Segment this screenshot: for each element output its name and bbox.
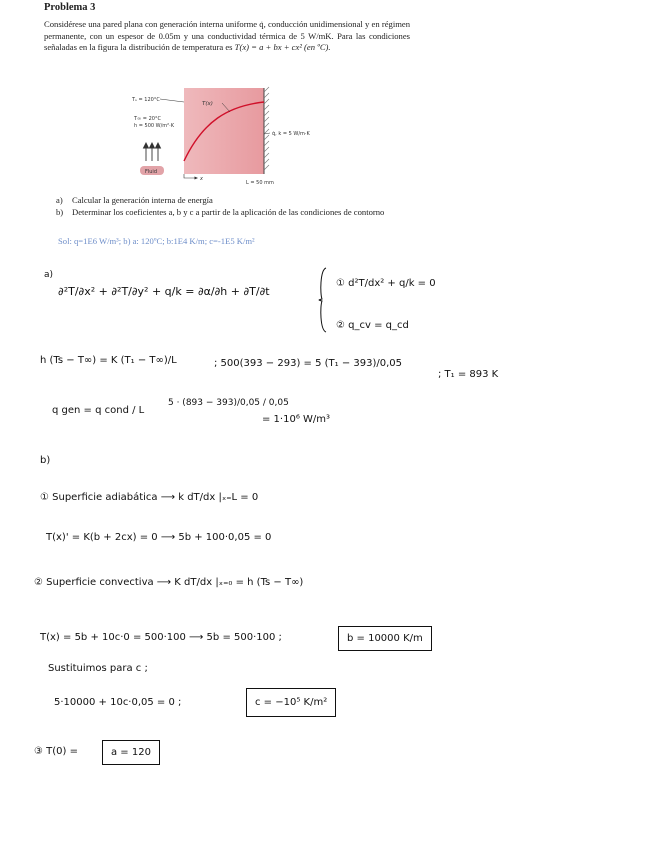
qgen-left: q gen = q cond / L <box>52 405 145 416</box>
statement-text: Considérese una pared plana con generación interna uniforme q̇, conducción unidimensional y en régimen permanente, con un espesor de 0.05m y una conductividad térmica de 5 W/mK. Para las condiciones señaladas en la figura la distribución de temperatura es <box>44 19 410 53</box>
surface-2-text: ② Superficie convectiva ⟶ K dT/dx |ₓ₌₀ = h (Ts − T∞) <box>34 577 304 588</box>
flow-arrows <box>144 143 161 161</box>
b-result-box: b = 10000 K/m <box>338 626 432 651</box>
part-b-label: b) <box>40 455 51 466</box>
tx-label: T(x) <box>202 101 213 107</box>
problem-statement <box>44 19 410 54</box>
surface-1-text: ① Superficie adiabática ⟶ k dT/dx |ₓ₌L = 0 <box>40 492 259 503</box>
eq1-mid: ; 500(393 − 293) = 5 (T₁ − 393)/0,05 <box>214 358 403 369</box>
x-label: x <box>200 176 203 182</box>
eq1-result: ; T₁ = 893 K <box>438 369 499 380</box>
qgen-mid: 5 · (893 − 393)/0,05 / 0,05 <box>168 398 289 408</box>
list-item <box>56 195 406 207</box>
h-label: h = 500 W/m²·K <box>134 123 175 129</box>
temperature-formula: T(x) = a + bx + cx² (en ºC). <box>234 42 331 53</box>
ts-label: Tₛ = 120°C <box>132 97 160 103</box>
c-equation: 5·10000 + 10c·0,05 = 0 ; <box>54 697 182 708</box>
wall-slab <box>184 88 264 174</box>
heat-equation: ∂²T/∂x² + ∂²T/∂y² + q/k = ∂α/∂h + ∂T/∂t <box>58 285 270 298</box>
eq1-left: h (Ts − T∞) = K (T₁ − T∞)/L <box>40 355 177 366</box>
wall-figure <box>118 86 328 188</box>
qgen-result: = 1·10⁶ W/m³ <box>262 414 331 425</box>
surface-2-eq: T(x) = 5b + 10c·0 = 500·100 ⟶ 5b = 500·100 ; <box>40 632 282 643</box>
l-label: L = 50 mm <box>246 180 274 186</box>
item-text: Determinar los coeficientes a, b y c a partir de la aplicación de las condiciones de contorno <box>72 206 385 217</box>
list-item <box>56 207 406 219</box>
qk-label: q̇, k = 5 W/m·K <box>272 131 310 137</box>
item-label: a) <box>56 195 63 205</box>
problem-title: Problema 3 <box>44 2 96 13</box>
surface-1-eq: T(x)' = K(b + 2cx) = 0 ⟶ 5b + 100·0,05 = 0 <box>46 532 272 543</box>
condition-1: ① d²T/dx² + q/k = 0 <box>336 278 436 289</box>
substitution-line: Sustituimos para c ; <box>48 663 148 674</box>
question-list <box>56 195 406 218</box>
insulation-hatch <box>264 87 269 170</box>
part-a-label: a) <box>44 270 54 280</box>
fluid-label: Fluid <box>145 169 157 175</box>
brace <box>316 266 328 334</box>
condition-2: ② q_cv = q_cd <box>336 320 409 331</box>
solution-line: Sol: q=1E6 W/m³; b) a: 120ºC; b:1E4 K/m; c=-1E5 K/m² <box>58 236 255 246</box>
surface-3-text: ③ T(0) = <box>34 746 78 757</box>
item-text: Calcular la generación interna de energía <box>72 195 213 205</box>
c-result-box: c = −10⁵ K/m² <box>246 688 336 717</box>
a-result-box: a = 120 <box>102 740 160 765</box>
item-label: b) <box>56 206 64 217</box>
tinf-label: T∞ = 20°C <box>134 116 161 122</box>
